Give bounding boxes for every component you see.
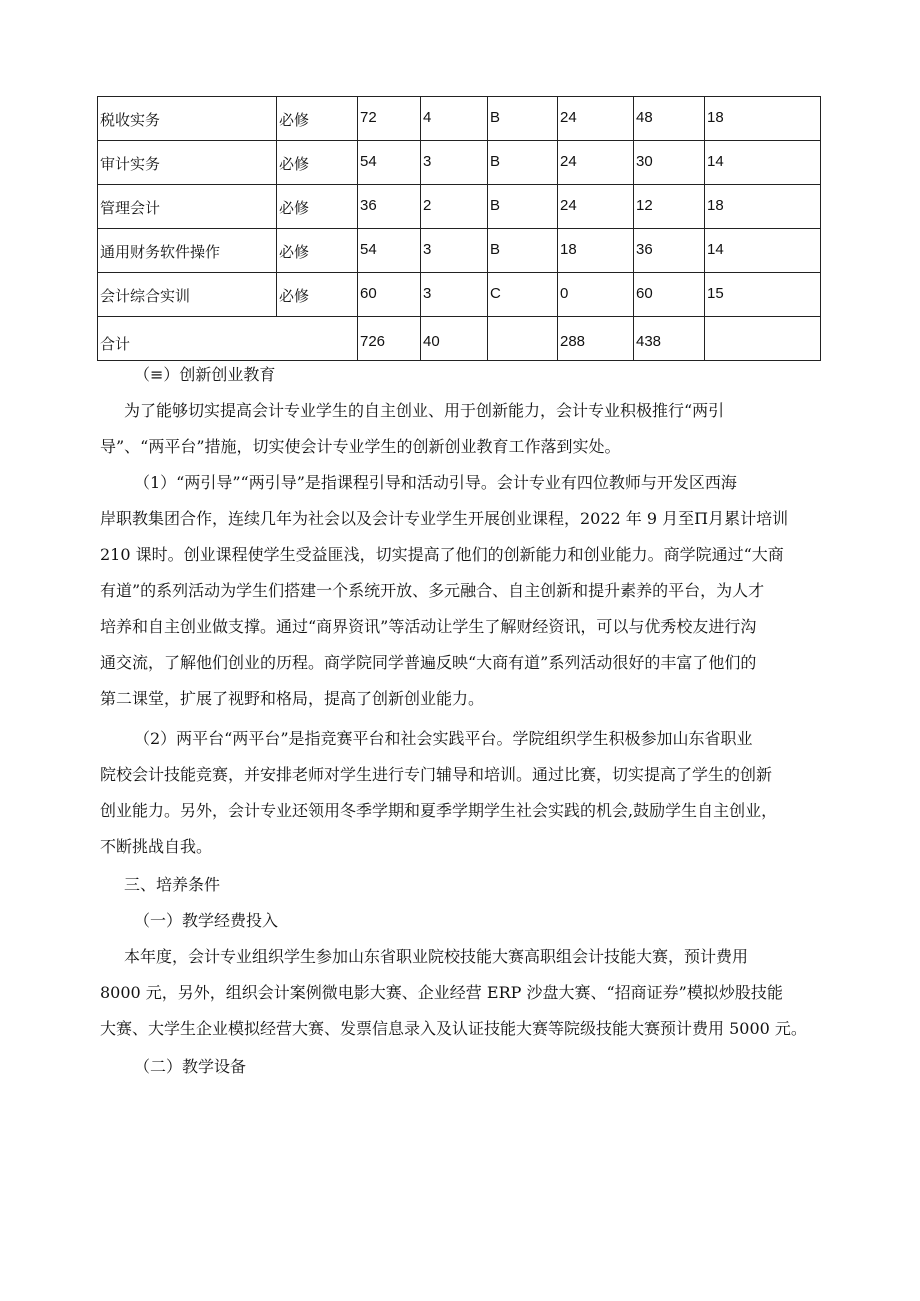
table-cell: B	[488, 97, 558, 141]
table-cell: 54	[358, 141, 421, 185]
table-cell: 18	[558, 229, 634, 273]
text-line: 有道”的系列活动为学生们搭建一个系统开放、多元融合、自主创新和提升素养的平台，为人才	[100, 581, 765, 600]
table-cell: 必修	[277, 141, 358, 185]
text-line: 不断挑战自我。	[100, 837, 213, 856]
total-row	[98, 317, 821, 361]
table-cell: 税收实务	[98, 97, 277, 141]
table-cell: 必修	[277, 97, 358, 141]
table-row	[98, 229, 821, 273]
total-label: 合计	[98, 317, 358, 361]
total-cell: 726	[358, 317, 421, 361]
table-cell: 54	[358, 229, 421, 273]
table-cell: 0	[558, 273, 634, 317]
table-cell: 48	[634, 97, 705, 141]
table-cell: 72	[358, 97, 421, 141]
paragraph-funding	[100, 939, 822, 1047]
intro-paragraph	[100, 393, 822, 465]
text-line: 院校会计技能竞赛，并安排老师对学生进行专门辅导和培训。通过比赛，切实提高了学生的创新	[100, 765, 773, 784]
text-line: 第二课堂，扩展了视野和格局，提高了创新创业能力。	[100, 689, 485, 708]
table-cell: 3	[421, 273, 488, 317]
text-line: （1）“两引导”“两引导”是指课程引导和活动引导。会计专业有四位教师与开发区西海	[134, 473, 737, 492]
table-cell: 14	[705, 141, 821, 185]
section-innovation	[100, 357, 822, 1085]
table-cell: 必修	[277, 185, 358, 229]
text-line: 为了能够切实提高会计专业学生的自主创业、用于创新能力，会计专业积极推行“两引	[124, 401, 725, 420]
total-cell: 40	[421, 317, 488, 361]
text-line: 大赛、大学生企业模拟经营大赛、发票信息录入及认证技能大赛等院级技能大赛预计费用 5000 元。	[100, 1019, 807, 1038]
table-cell: 会计综合实训	[98, 273, 277, 317]
table-cell: B	[488, 185, 558, 229]
table-cell: 必修	[277, 273, 358, 317]
table-row	[98, 273, 821, 317]
subsection-heading-equipment: （二）教学设备	[134, 1057, 247, 1076]
total-cell	[488, 317, 558, 361]
text-line: 岸职教集团合作，连续几年为社会以及会计专业学生开展创业课程，2022 年 9 月至Π月累计培训	[100, 509, 789, 528]
table-cell: B	[488, 229, 558, 273]
table-cell: 24	[558, 97, 634, 141]
text-line: 培养和自主创业做支撑。通过“商界资讯”等活动让学生了解财经资讯，可以与优秀校友进行沟	[100, 617, 757, 636]
text-line: 本年度，会计专业组织学生参加山东省职业院校技能大赛高职组会计技能大赛，预计费用	[124, 947, 749, 966]
total-cell: 438	[634, 317, 705, 361]
chapter-heading: 三、培养条件	[124, 875, 221, 894]
table-cell: 24	[558, 185, 634, 229]
table-cell: 3	[421, 141, 488, 185]
table-cell: 18	[705, 97, 821, 141]
text-line: 导”、“两平台”措施，切实使会计专业学生的创新创业教育工作落到实处。	[100, 437, 621, 456]
text-line: 创业能力。另外，会计专业还领用冬季学期和夏季学期学生社会实践的机会,鼓励学生自主创业，	[100, 801, 778, 820]
table-cell: C	[488, 273, 558, 317]
table-cell: 36	[358, 185, 421, 229]
subsection-heading-funding: （一）教学经费投入	[134, 911, 279, 930]
table-cell: 必修	[277, 229, 358, 273]
table-cell: 审计实务	[98, 141, 277, 185]
paragraph-two-guidance	[100, 465, 822, 717]
table-cell: 4	[421, 97, 488, 141]
table-cell: B	[488, 141, 558, 185]
total-cell	[705, 317, 821, 361]
table-cell: 3	[421, 229, 488, 273]
text-line: 8000 元，另外，组织会计案例微电影大赛、企业经营 ERP 沙盘大赛、“招商证券”模拟炒股技能	[100, 983, 783, 1002]
table-cell: 18	[705, 185, 821, 229]
text-line: 210 课时。创业课程使学生受益匪浅，切实提高了他们的创新能力和创业能力。商学院通过“大商	[100, 545, 784, 564]
table-row	[98, 141, 821, 185]
table-cell: 通用财务软件操作	[98, 229, 277, 273]
table-cell: 36	[634, 229, 705, 273]
table-cell: 15	[705, 273, 821, 317]
table-cell: 管理会计	[98, 185, 277, 229]
table-cell: 2	[421, 185, 488, 229]
total-cell: 288	[558, 317, 634, 361]
course-table	[97, 96, 821, 361]
paragraph-two-platforms	[100, 721, 822, 865]
table-row	[98, 185, 821, 229]
table-cell: 60	[358, 273, 421, 317]
table-cell: 24	[558, 141, 634, 185]
text-line: （2）两平台“两平台”是指竞赛平台和社会实践平台。学院组织学生积极参加山东省职业	[134, 729, 753, 748]
table-row	[98, 97, 821, 141]
section-heading: （≡）创新创业教育	[134, 365, 276, 384]
table-cell: 14	[705, 229, 821, 273]
table-cell: 12	[634, 185, 705, 229]
table-cell: 30	[634, 141, 705, 185]
text-line: 通交流，了解他们创业的历程。商学院同学普遍反映“大商有道”系列活动很好的丰富了他们的	[100, 653, 757, 672]
table-cell: 60	[634, 273, 705, 317]
